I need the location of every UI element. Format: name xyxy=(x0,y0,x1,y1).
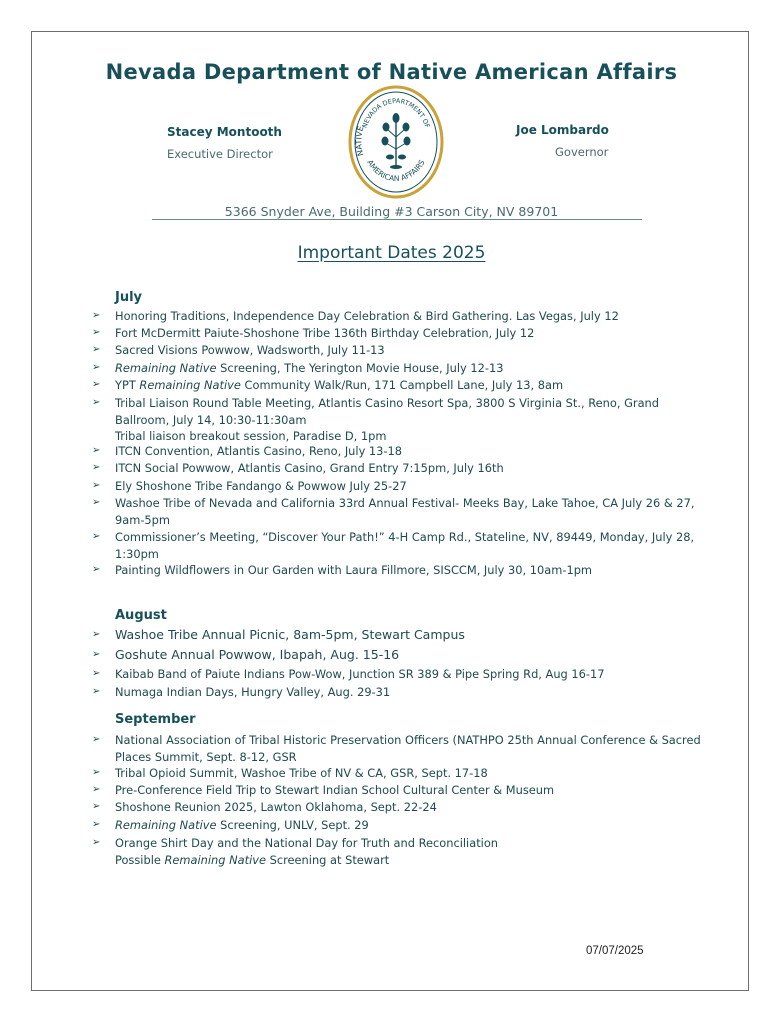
governor-name: Joe Lombardo xyxy=(516,123,609,137)
event-item: ➢ Sacred Visions Powwow, Wadsworth, July 11-13 xyxy=(92,343,385,357)
arrow-bullet-icon: ➢ xyxy=(92,445,101,456)
arrow-bullet-icon: ➢ xyxy=(92,819,101,830)
month-heading-september: September xyxy=(115,712,196,727)
arrow-bullet-icon: ➢ xyxy=(92,668,101,679)
arrow-bullet-icon: ➢ xyxy=(92,784,101,795)
arrow-bullet-icon: ➢ xyxy=(92,564,101,575)
arrow-bullet-icon: ➢ xyxy=(92,379,101,390)
event-item: ➢ Pre-Conference Field Trip to Stewart Indian School Cultural Center & Museum xyxy=(92,783,555,797)
event-item: ➢ Kaibab Band of Paiute Indians Pow-Wow, Junction SR 389 & Pipe Spring Rd, Aug 16-17 xyxy=(92,667,605,681)
governor-role: Governor xyxy=(555,145,609,159)
arrow-bullet-icon: ➢ xyxy=(92,837,101,848)
arrow-bullet-icon: ➢ xyxy=(92,629,101,640)
event-item: ➢ ITCN Convention, Atlantis Casino, Reno, July 13-18 xyxy=(92,444,403,458)
header-divider xyxy=(152,219,642,220)
event-item: ➢ Numaga Indian Days, Hungry Valley, Aug. 29-31 xyxy=(92,685,391,699)
arrow-bullet-icon: ➢ xyxy=(92,362,101,373)
arrow-bullet-icon: ➢ xyxy=(92,767,101,778)
event-item: ➢ Remaining Native Screening, The Yerington Movie House, July 12-13 xyxy=(92,361,504,375)
executive-director-role: Executive Director xyxy=(167,147,273,161)
event-item: ➢ ITCN Social Powwow, Atlantis Casino, Grand Entry 7:15pm, July 16th xyxy=(92,461,504,475)
arrow-bullet-icon: ➢ xyxy=(92,686,101,697)
department-seal-logo xyxy=(348,85,444,199)
event-item: ➢ YPT Remaining Native Community Walk/Run, 171 Campbell Lane, July 13, 8am xyxy=(92,378,564,392)
event-item: ➢ Orange Shirt Day and the National Day for Truth and Reconciliation Possible Remaining Native Screening at Stewart xyxy=(92,836,499,867)
svg-text:NEVADA DEPARTMENT OF: NEVADA DEPARTMENT OF xyxy=(360,96,432,130)
svg-text:NATIVE: NATIVE xyxy=(354,125,366,157)
arrow-bullet-icon: ➢ xyxy=(92,327,101,338)
event-item: ➢ Honoring Traditions, Independence Day Celebration & Bird Gathering. Las Vegas, July 12 xyxy=(92,309,619,323)
arrow-bullet-icon: ➢ xyxy=(92,734,101,745)
arrow-bullet-icon: ➢ xyxy=(92,344,101,355)
event-item: ➢ Shoshone Reunion 2025, Lawton Oklahoma, Sept. 22-24 xyxy=(92,800,437,814)
event-item: ➢ Commissioner’s Meeting, “Discover Your Path!” 4-H Camp Rd., Stateline, NV, 89449, Monday, July 28, 1:30pm xyxy=(92,530,695,561)
event-item: ➢ Fort McDermitt Paiute-Shoshone Tribe 136th Birthday Celebration, July 12 xyxy=(92,326,535,340)
arrow-bullet-icon: ➢ xyxy=(92,801,101,812)
document-date: 07/07/2025 xyxy=(586,945,644,957)
document-title: Important Dates 2025 xyxy=(297,243,486,263)
month-heading-july: July xyxy=(115,290,143,305)
event-item: ➢ Washoe Tribe Annual Picnic, 8am-5pm, Stewart Campus xyxy=(92,627,465,642)
org-title: Nevada Department of Native American Affairs xyxy=(105,60,678,84)
arrow-bullet-icon: ➢ xyxy=(92,462,101,473)
event-item: ➢ Tribal Liaison Round Table Meeting, Atlantis Casino Resort Spa, 3800 S Virginia St., Reno, Grand Ballroom, July 14, 10:30-11:30am Tribal liaison breakout session, Paradise D, 1pm xyxy=(92,396,660,443)
arrow-bullet-icon: ➢ xyxy=(92,497,101,508)
event-item: ➢ National Association of Tribal Historic Preservation Officers (NATHPO 25th Annual Conference & Sacred Places Summit, Sept. 8-12, GSR xyxy=(92,733,701,764)
event-item: ➢ Ely Shoshone Tribe Fandango & Powwow July 25-27 xyxy=(92,479,407,493)
event-item: ➢ Painting Wildflowers in Our Garden with Laura Fillmore, SISCCM, July 30, 10am-1pm xyxy=(92,563,593,577)
arrow-bullet-icon: ➢ xyxy=(92,480,101,491)
svg-text:AMERICAN AFFAIRS: AMERICAN AFFAIRS xyxy=(365,158,427,184)
arrow-bullet-icon: ➢ xyxy=(92,531,101,542)
arrow-bullet-icon: ➢ xyxy=(92,310,101,321)
event-item: ➢ Remaining Native Screening, UNLV, Sept. 29 xyxy=(92,818,369,832)
event-item: ➢ Goshute Annual Powwow, Ibapah, Aug. 15-16 xyxy=(92,647,400,662)
arrow-bullet-icon: ➢ xyxy=(92,649,101,660)
month-heading-august: August xyxy=(115,608,167,623)
executive-director-name: Stacey Montooth xyxy=(167,125,282,139)
department-address: 5366 Snyder Ave, Building #3 Carson City, NV 89701 xyxy=(224,204,559,219)
event-item: ➢ Tribal Opioid Summit, Washoe Tribe of NV & CA, GSR, Sept. 17-18 xyxy=(92,766,488,780)
arrow-bullet-icon: ➢ xyxy=(92,397,101,408)
event-item: ➢ Washoe Tribe of Nevada and California 33rd Annual Festival- Meeks Bay, Lake Tahoe, CA July 26 & 27, 9am-5pm xyxy=(92,496,695,527)
